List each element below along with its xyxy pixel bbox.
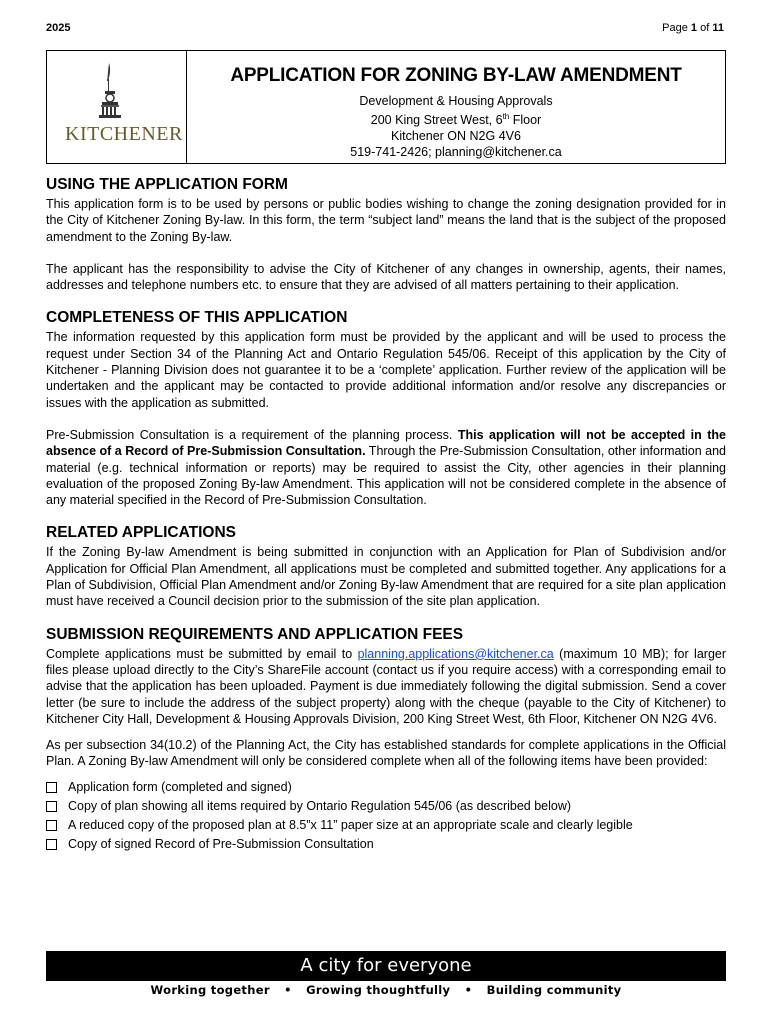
year-label: 2025: [46, 22, 71, 34]
paragraph: If the Zoning By-law Amendment is being submitted in conjunction with an Application for Plan of Subdivision and/or Application for Official Plan Amendment, all applications must be completed and submitted together. Any applications for a Plan of Subdivision, Official Plan Amendment and/or Zoning By-law Amendment that are required for a site plan application must have received a Council decision prior to the submission of the site plan application.: [46, 545, 726, 609]
footer-values: Working together • Growing thoughtfully • Building community: [150, 983, 622, 997]
contact-info: 519-741-2426; planning@kitchener.ca: [350, 145, 562, 160]
checklist-item: A reduced copy of the proposed plan at 8.5”x 11” paper size at an appropriate scale and clearly legible: [46, 816, 726, 835]
kitchener-logo: [47, 51, 187, 163]
requirements-checklist: [46, 778, 726, 854]
paragraph: This application form is to be used by persons or public bodies wishing to change the zoning designation provided for in the City of Kitchener Zoning By-law. In this form, the term “subject land” means the land that is the subject of the proposed amendment to the Zoning By-law.: [46, 197, 726, 244]
address-block: [187, 93, 725, 160]
section-heading-using: USING THE APPLICATION FORM: [46, 176, 288, 193]
checklist-item: Copy of signed Record of Pre-Submission Consultation: [46, 835, 726, 854]
title-block: [46, 50, 726, 164]
section-heading-related: RELATED APPLICATIONS: [46, 524, 237, 542]
department-name: Development & Housing Approvals: [359, 94, 553, 108]
page-header: [46, 22, 724, 38]
email-link[interactable]: planning.applications@kitchener.ca: [357, 646, 554, 661]
section-heading-completeness: COMPLETENESS OF THIS APPLICATION: [46, 309, 348, 327]
checkbox[interactable]: [46, 839, 57, 850]
checkbox[interactable]: [46, 820, 57, 831]
paragraph: The information requested by this application form must be provided by the applicant and will be used to process the request under Section 34 of the Planning Act and Ontario Regulation 545/06. Receipt of this application by the City of Kitchener - Planning Division does not guarantee it to be a ‘complete’ application. Further review of the application will be undertaken and the applicant may be contacted to provide additional information and/or resolve any discrepancies or issues with the application as submitted.: [46, 330, 726, 410]
city-postal: Kitchener ON N2G 4V6: [391, 129, 521, 144]
paragraph: As per subsection 34(10.2) of the Planning Act, the City has established standards for complete applications in the Official Plan. A Zoning By-law Amendment will only be considered complete when all of the following items have been provided:: [46, 738, 726, 769]
document-title: APPLICATION FOR ZONING BY-LAW AMENDMENT: [230, 65, 682, 86]
page-number: Page 1 of 11: [662, 22, 724, 34]
city-hall-icon: [97, 61, 147, 121]
paragraph: Complete applications must be submitted by email to planning.applications@kitchener.ca (maximum 10 MB); for larger files please upload directly to the City’s ShareFile account (contact us if you require access) with a corresponding email to advise that the application has been uploaded. Payment is due immediately following the digital submission. Send a cover letter (be sure to include the address of the subject property) along with the cheque (payable to the City of Kitchener) to Kitchener City Hall, Development & Housing Approvals Division, 200 King Street West, 6th Floor, Kitchener ON N2G 4V6.: [46, 646, 727, 726]
document-body: [46, 176, 726, 854]
section-heading-submission: SUBMISSION REQUIREMENTS AND APPLICATION FEES: [46, 625, 464, 643]
checklist-item: Application form (completed and signed): [46, 778, 726, 797]
paragraph: Pre-Submission Consultation is a requirement of the planning process. This application will not be accepted in the absence of a Record of Pre-Submission Consultation. Through the Pre-Submission Consultation, other information and material (e.g. technical information or reports) may be required to assist the City, other agencies in their planning evaluation of the proposed Zoning By-law Amendment. This application will not be considered complete in the absence of any material specified in the Record of Pre-Submission Consultation.: [46, 427, 726, 508]
title-cell: [187, 51, 725, 163]
checklist-item: Copy of plan showing all items required by Ontario Regulation 545/06 (as described below): [46, 797, 726, 816]
checkbox[interactable]: [46, 782, 57, 793]
checkbox[interactable]: [46, 801, 57, 812]
footer-tagline-bar: A city for everyone: [46, 951, 726, 981]
street-address: 200 King Street West, 6th Floor: [370, 112, 542, 128]
logo-wordmark: KITCHENER: [65, 123, 183, 145]
paragraph: The applicant has the responsibility to advise the City of Kitchener of any changes in ownership, agents, their names, addresses and telephone numbers etc. to ensure that they are advised of all matters pertaining to their application.: [46, 261, 726, 293]
